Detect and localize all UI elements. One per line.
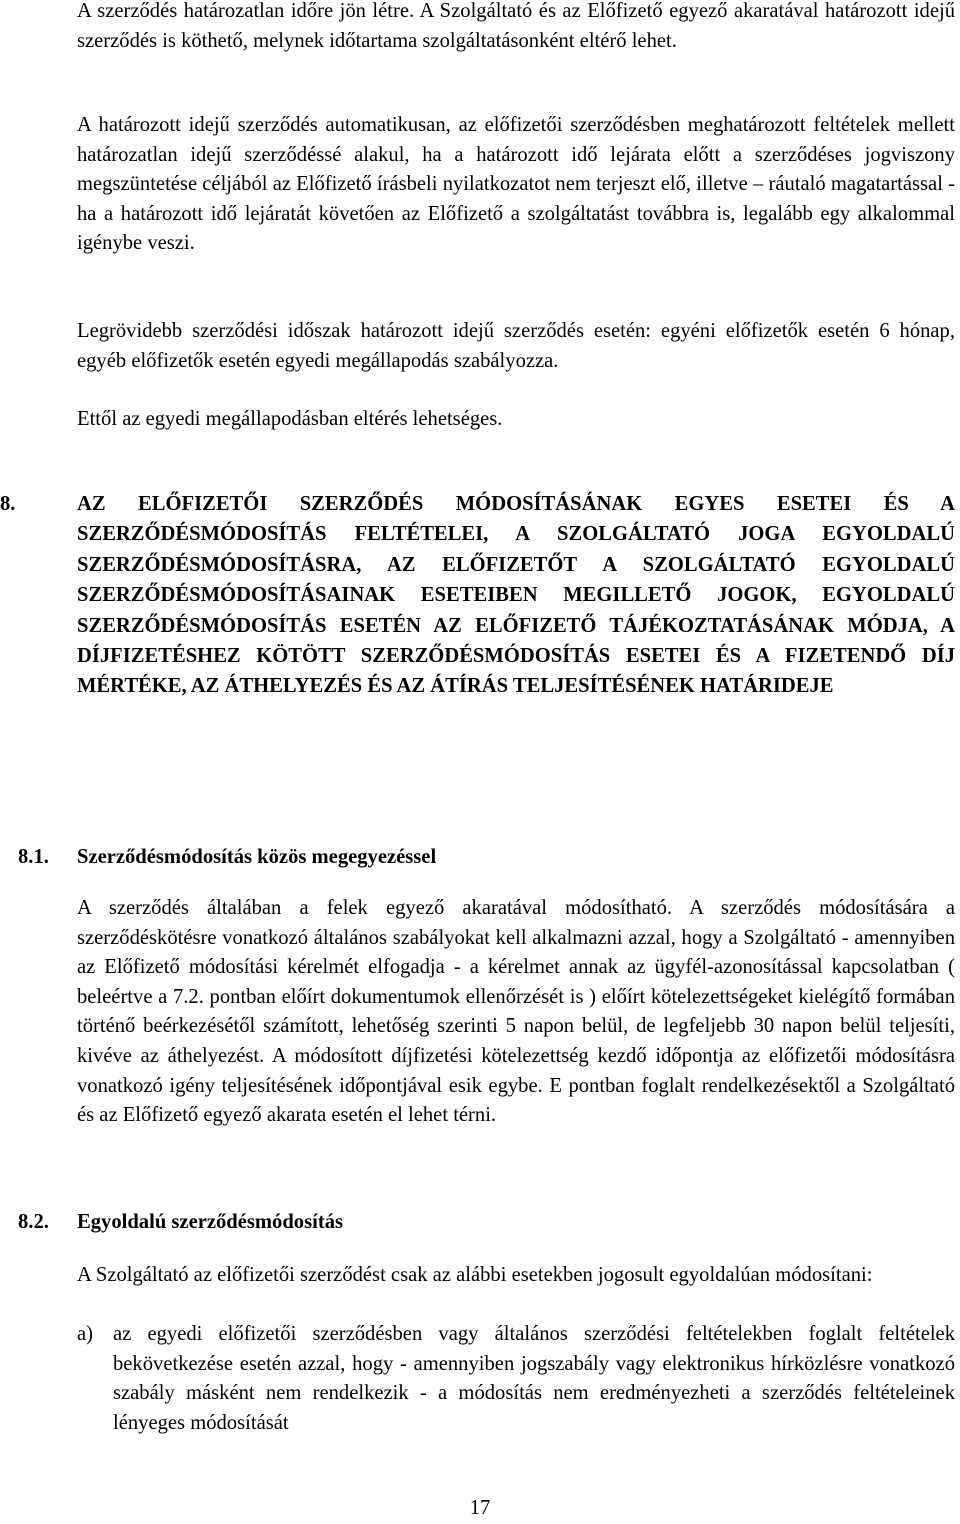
paragraph-minimum-period: Legrövidebb szerződési időszak határozott idejű szerződés esetén: egyéni előfizetők esetén 6 hónap, egyéb előfizetők esetén egyedi megállapodás szabályozza. [77,320,955,372]
section-8-1-body: A szerződés általában a felek egyező akaratával módosítható. A szerződés módosítására a szerződéskötésre vonatkozó általános szabályokat kell alkalmazni azzal, hogy a Szolgáltató - amennyiben az Előfizető módosítási kérelmét elfogadja - a kérelmet annak az ügyfél-azonosítással kapcsolatban ( beleértve a 7.2. pontban előírt dokumentumok ellenőrzését is ) előírt kötelezettségeket kielégítő formában történő beérkezésétől számított, lehetőség szerinti 5 napon belül, de legfeljebb 30 napon belül teljesíti, kivéve az áthelyezést. A módosított díjfizetési kötelezettség kezdő időpontja az előfizetői módosításra vonatkozó igény teljesítésének időpontjával esik egybe. E pontban foglalt rendelkezésektől a Szolgáltató és az Előfizető egyező akarata esetén el lehet térni. [77,897,955,1127]
section-8-2-heading [18,1208,344,1238]
list-item-marker: a) [77,1323,93,1345]
section-8-2-title: Egyoldalú szerződésmódosítás [77,1211,344,1233]
section-8-heading [0,489,955,702]
list-item-text: az egyedi előfizetői szerződésben vagy általános szerződési feltételekben foglalt feltételek bekövetkezése esetén azzal, hogy - amennyiben jogszabály vagy elektronikus hírközlésre vonatkozó szabály másként nem rendelkezik - a módosítás nem eredményezheti a szerződés feltételeinek lényeges módosítását [113,1323,955,1434]
section-8-title: AZ ELŐFIZETŐI SZERZŐDÉS MÓDOSÍTÁSÁNAK EGYES ESETEI ÉS A SZERZŐDÉSMÓDOSÍTÁS FELTÉTELEI, A SZOLGÁLTATÓ JOGA EGYOLDALÚ SZERZŐDÉSMÓDOSÍTÁSRA, AZ ELŐFIZETŐT A SZOLGÁLTATÓ EGYOLDALÚ SZERZŐDÉSMÓDOSÍTÁSAINAK ESETEIBEN MEGILLETŐ JOGOK, EGYOLDALÚ SZERZŐDÉSMÓDOSÍTÁS ESETÉN AZ ELŐFIZETŐ TÁJÉKOZTATÁSÁNAK MÓDJA, A DÍJFIZETÉSHEZ KÖTÖTT SZERZŐDÉSMÓDOSÍTÁS ESETEI ÉS A FIZETENDŐ DÍJ MÉRTÉKE, AZ ÁTHELYEZÉS ÉS AZ ÁTÍRÁS TELJESÍTÉSÉNEK HATÁRIDEJE [77,493,955,698]
section-8-1-number: 8.1. [18,846,49,868]
section-8-number: 8. [0,493,16,515]
page-number: 17 [469,1497,491,1519]
section-8-2-number: 8.2. [18,1211,49,1233]
list-item [77,1320,955,1438]
section-8-2-intro: A Szolgáltató az előfizetői szerződést csak az alábbi esetekben jogosult egyoldalúan módosítani: [77,1264,873,1286]
section-8-1-title: Szerződésmódosítás közös megegyezéssel [77,846,437,868]
paragraph-contract-duration: A szerződés határozatlan időre jön létre. A Szolgáltató és az Előfizető egyező akaratával határozott idejű szerződés is köthető, melynek időtartama szolgáltatásonként eltérő lehet. [77,0,955,52]
section-8-1-heading [18,843,437,873]
paragraph-automatic-conversion: A határozott idejű szerződés automatikusan, az előfizetői szerződésben meghatározott feltételek mellett határozatlan idejű szerződéssé alakul, ha a határozott idő lejárata előtt a szerződéses jogviszony megszüntetése céljából az Előfizető írásbeli nyilatkozatot nem terjeszt elő, illetve – ráutaló magatartással - ha a határozott idő lejáratát követően az Előfizető a szolgáltatást továbbra is, legalább egy alkalommal igénybe veszi. [77,114,955,255]
paragraph-individual-agreement: Ettől az egyedi megállapodásban eltérés lehetséges. [77,408,503,430]
